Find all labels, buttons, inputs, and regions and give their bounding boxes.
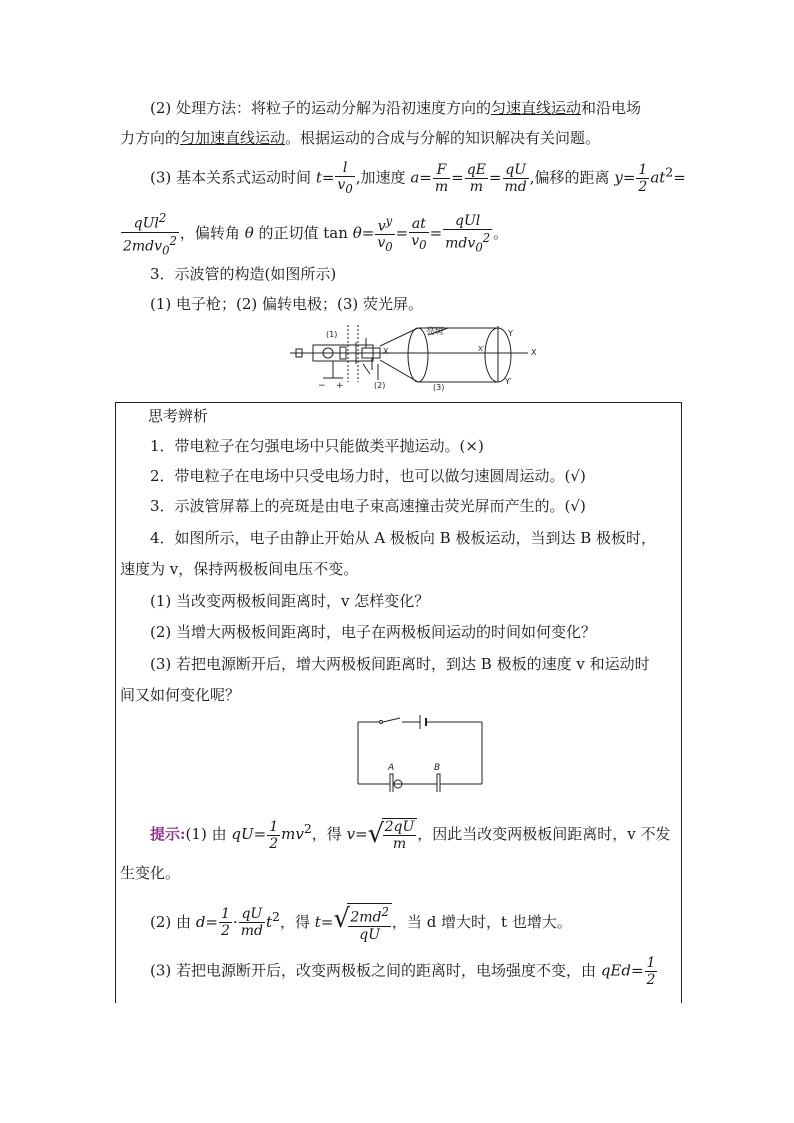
hint-label: 提示: — [150, 825, 186, 843]
text: (2) 由 — [150, 912, 192, 931]
label-Xp: X′ — [478, 345, 485, 353]
hint-2: (2) 由 d= $\frac{1}{2}$ · $\frac{qU}{md}$ $t^2$，得 t= √ $\frac{2md^2}{qU}$ ，当 d 增大时，t 也增大。 — [150, 904, 572, 943]
question-4-1: (1) 当改变两极板间距离时，v 怎样变化？ — [150, 592, 430, 610]
text: 力方向的 — [120, 129, 181, 147]
label-X2: X — [383, 347, 389, 356]
question-4-2: (2) 当增大两极板间距离时，电子在两极板间运动的时间如何变化？ — [150, 623, 597, 641]
label-3: (3) — [433, 383, 445, 392]
plate-A-label: A — [388, 763, 395, 773]
text: ，当 d 增大时，t 也增大。 — [391, 912, 572, 931]
para-3-line1: (3) 基本关系式运动时间 t= $\frac{l}{v_0}$ ,加速度 a= $\frac{F}{m}$ = $\frac{qE}{m}$ = $\frac{qU}{md}$ ,偏移的距离 y= $\frac{1}{2}$ $at^2=$ — [150, 160, 686, 196]
para-2-line1 — [150, 97, 641, 119]
text: 加速度 — [360, 168, 406, 187]
section-3-parts: (1) 电子枪；(2) 偏转电极；(3) 荧光屏。 — [150, 295, 424, 313]
underlined-term: 匀速直线运动 — [491, 99, 582, 117]
question-4-line2: 速度为 v，保持两极板间电压不变。 — [120, 560, 359, 578]
hint-1-line1: 提示:(1) 由 qU= $\frac{1}{2}$ $mv^2$，得 v= √ $\frac{2qU}{m}$ ，因此当改变两极板间距离时，v 不发 — [150, 818, 671, 852]
label-plus: + — [336, 381, 344, 391]
text: (3) 若把电源断开后，改变两极板之间的距离时，电场强度不变，由 — [150, 961, 597, 980]
plate-B-label: B — [434, 763, 441, 773]
text: (1) 由 — [185, 825, 227, 843]
text: ，因此当改变两极板间距离时，v 不发 — [417, 825, 671, 843]
question-1: 1．带电粒子在匀强电场中只能做类平抛运动。(×) — [150, 437, 484, 455]
oscilloscope-diagram — [288, 320, 543, 392]
question-3: 3．示波管屏幕上的亮斑是由电子束高速撞击荧光屏而产生的。(√) — [150, 497, 586, 515]
label-Yp: Y′ — [505, 377, 512, 386]
text: ，得 — [311, 825, 342, 843]
label-minus: − — [318, 381, 326, 391]
para-3-line2: $\frac{qUl^2}{2mdv_0^2}$ ，偏转角 θ 的正切值 tan θ= $\frac{v^y}{v_0}$ = $\frac{at}{v_0}$ = $\frac{\text{qUl}}{mdv_0^2}$ 。 — [123, 211, 509, 258]
text: 和沿电场 — [581, 99, 642, 117]
box-title: 思考辨析 — [148, 407, 209, 425]
underlined-term: 匀加速直线运动 — [180, 129, 286, 147]
text: ，偏转角 — [179, 224, 240, 243]
question-4-3-line2: 间又如何变化呢？ — [120, 686, 241, 704]
question-4-3-line1: (3) 若把电源断开后，增大两极板间距离时，到达 B 极板的速度 v 和运动时 — [150, 655, 650, 673]
label-2: (2) — [374, 381, 386, 390]
para-2-line2 — [120, 127, 600, 149]
question-4-line1: 4．如图所示，电子由静止开始从 A 极板向 B 极板运动，当到达 B 极板时， — [150, 529, 657, 547]
circuit-diagram — [350, 712, 490, 792]
text: (2) 处理方法：将粒子的运动分解为沿初速度方向的 — [150, 99, 492, 117]
text: 偏移的距离 — [534, 168, 610, 187]
hint-3: (3) 若把电源断开后，改变两极板之间的距离时，电场强度不变，由 qEd= $\frac{1}{2}$ — [150, 955, 656, 988]
section-3-title: 3．示波管的构造(如图所示) — [150, 265, 337, 283]
label-Y: Y — [508, 329, 513, 338]
question-2: 2．带电粒子在电场中只受电场力时，也可以做匀速圆周运动。(√) — [150, 467, 586, 485]
label-X: X — [531, 348, 537, 357]
text: 的正切值 tan — [258, 224, 348, 243]
text: 。根据运动的合成与分解的知识解决有关问题。 — [285, 129, 601, 147]
label-1: (1) — [326, 330, 338, 339]
bright-spot-label: 亮斑 — [426, 327, 445, 337]
text: ，得 — [279, 912, 310, 931]
hint-1-line2: 生变化。 — [120, 864, 181, 882]
text: (3) 基本关系式运动时间 — [150, 168, 312, 187]
